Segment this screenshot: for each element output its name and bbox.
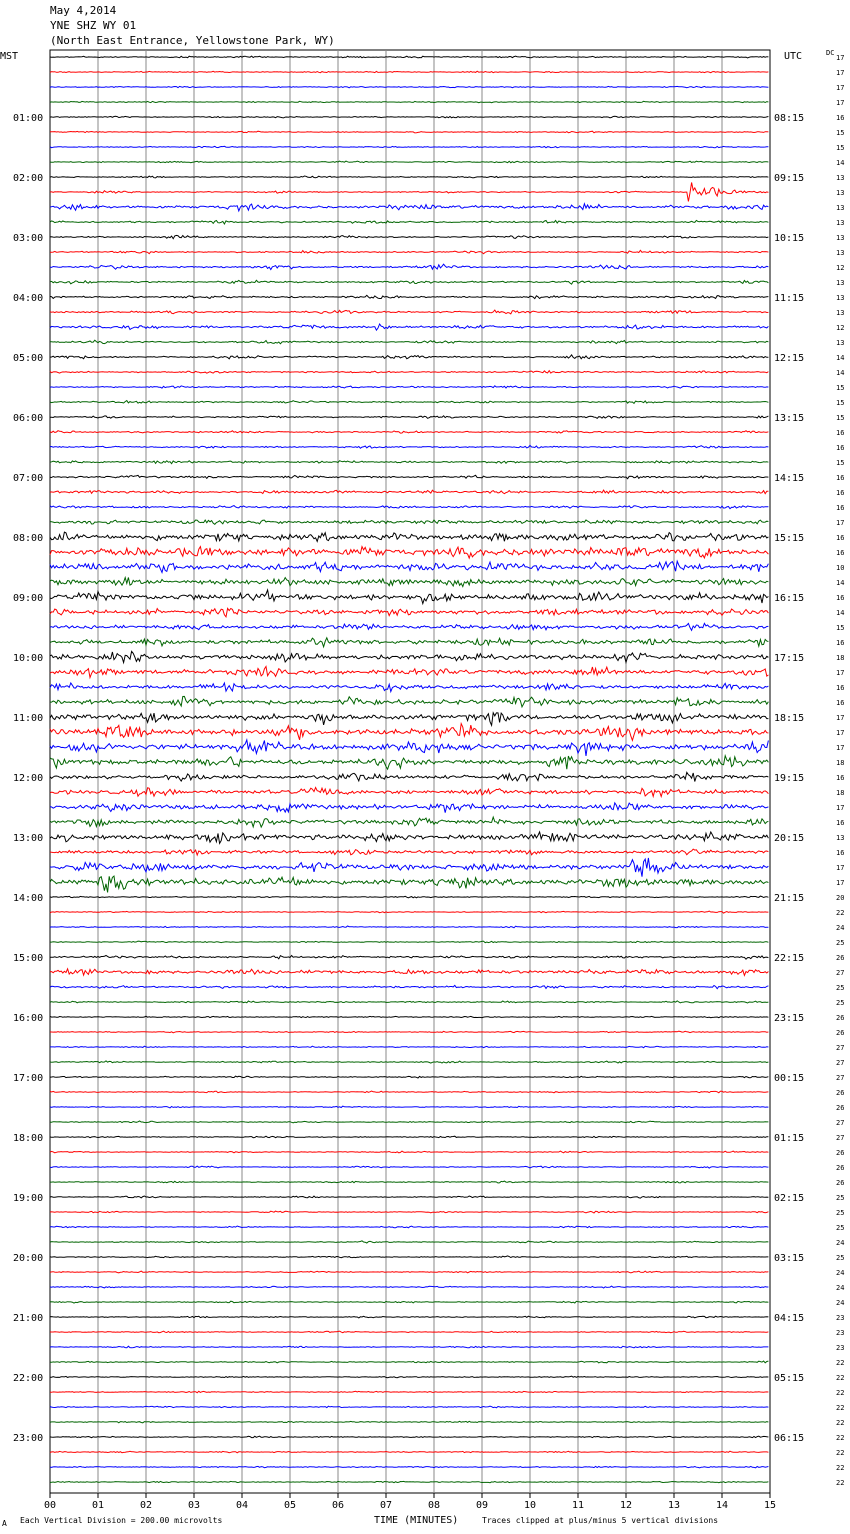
trace-line	[50, 683, 768, 692]
trace-line	[50, 817, 768, 827]
dc-offset-label: 25	[836, 1224, 845, 1232]
x-tick-label: 07	[379, 1500, 393, 1511]
trace-line	[50, 71, 768, 73]
utc-hour-label: 14:15	[774, 473, 805, 484]
trace-line	[50, 1181, 768, 1183]
dc-offset-label: 24	[836, 1269, 845, 1277]
mst-hour-label: 18:00	[13, 1133, 44, 1144]
trace-line	[50, 86, 768, 87]
dc-offset-label: 13	[836, 294, 845, 302]
mst-hour-label: 08:00	[13, 533, 44, 544]
mst-hour-label: 14:00	[13, 893, 44, 904]
utc-hour-label: 17:15	[774, 653, 805, 664]
dc-offset-label: 14	[836, 579, 845, 587]
trace-line	[50, 1391, 768, 1392]
dc-label: DC	[826, 49, 835, 57]
x-axis-title: TIME (MINUTES)	[374, 1515, 459, 1526]
trace-line	[50, 1226, 768, 1228]
dc-offset-label: 18	[836, 654, 845, 662]
dc-offset-label: 23	[836, 1329, 845, 1337]
mst-hour-label: 19:00	[13, 1193, 44, 1204]
chart-location: (North East Entrance, Yellowstone Park, WY)	[50, 34, 335, 47]
trace-line	[50, 638, 768, 647]
trace-line	[50, 667, 768, 678]
mst-hour-label: 07:00	[13, 473, 44, 484]
trace-line	[50, 1241, 768, 1243]
x-tick-label: 13	[667, 1500, 681, 1511]
mst-hour-label: 03:00	[13, 233, 44, 244]
trace-line	[50, 1256, 768, 1258]
trace-line	[50, 740, 768, 756]
trace-line	[50, 416, 768, 419]
dc-offset-label: 22	[836, 1419, 845, 1427]
trace-line	[50, 756, 768, 770]
trace-line	[50, 1376, 768, 1378]
dc-offset-label: 22	[836, 909, 845, 917]
trace-line	[50, 623, 768, 630]
dc-offset-label: 15	[836, 414, 845, 422]
trace-line	[50, 1451, 768, 1453]
dc-offset-label: 27	[836, 969, 845, 977]
utc-hour-label: 08:15	[774, 113, 805, 124]
trace-line	[50, 561, 768, 572]
trace-line	[50, 401, 768, 404]
trace-line	[50, 547, 768, 559]
mst-hour-label: 17:00	[13, 1073, 44, 1084]
dc-offset-label: 17	[836, 714, 845, 722]
dc-offset-label: 24	[836, 1284, 845, 1292]
trace-line	[50, 911, 768, 913]
x-tick-label: 12	[619, 1500, 633, 1511]
trace-line	[50, 386, 768, 388]
trace-line	[50, 876, 768, 892]
trace-line	[50, 324, 768, 330]
x-tick-label: 15	[763, 1500, 777, 1511]
dc-offset-label: 27	[836, 1119, 845, 1127]
trace-line	[50, 608, 768, 616]
dc-offset-label: 22	[836, 1434, 845, 1442]
dc-offset-label: 13	[836, 834, 845, 842]
trace-line	[50, 696, 768, 707]
x-tick-label: 05	[283, 1500, 297, 1511]
trace-line	[50, 1151, 768, 1153]
trace-line	[50, 445, 768, 448]
trace-line	[50, 520, 768, 524]
trace-line	[50, 176, 768, 178]
x-tick-label: 09	[475, 1500, 489, 1511]
trace-line	[50, 183, 768, 202]
mst-hour-label: 22:00	[13, 1373, 44, 1384]
x-tick-label: 10	[523, 1500, 537, 1511]
trace-line	[50, 788, 768, 797]
dc-offset-label: 10	[836, 564, 845, 572]
trace-line	[50, 1016, 768, 1018]
trace-line	[50, 1466, 768, 1467]
mst-hour-label: 16:00	[13, 1013, 44, 1024]
dc-offset-label: 27	[836, 1134, 845, 1142]
dc-offset-label: 25	[836, 1194, 845, 1202]
dc-offset-label: 12	[836, 324, 845, 332]
dc-offset-label: 16	[836, 849, 845, 857]
utc-hour-label: 22:15	[774, 953, 805, 964]
dc-offset-label: 13	[836, 249, 845, 257]
trace-line	[50, 1406, 768, 1408]
trace-line	[50, 264, 768, 269]
dc-offset-label: 22	[836, 1404, 845, 1412]
clip-note: Traces clipped at plus/minus 5 vertical divisions	[482, 1516, 719, 1525]
dc-offset-label: 13	[836, 204, 845, 212]
dc-offset-label: 17	[836, 729, 845, 737]
mst-hour-label: 04:00	[13, 293, 44, 304]
trace-line	[50, 832, 768, 844]
mst-hour-label: 15:00	[13, 953, 44, 964]
trace-line	[50, 590, 768, 604]
trace-line	[50, 235, 768, 238]
utc-hour-label: 20:15	[774, 833, 805, 844]
mst-hour-label: 21:00	[13, 1313, 44, 1324]
dc-offset-label: 27	[836, 1059, 845, 1067]
mst-hour-label: 23:00	[13, 1433, 44, 1444]
dc-offset-label: 26	[836, 1104, 845, 1112]
trace-line	[50, 1046, 768, 1048]
x-tick-label: 00	[43, 1500, 57, 1511]
mst-hour-label: 05:00	[13, 353, 44, 364]
dc-offset-label: 26	[836, 954, 845, 962]
utc-hour-label: 23:15	[774, 1013, 805, 1024]
dc-offset-label: 16	[836, 534, 845, 542]
dc-offset-label: 13	[836, 339, 845, 347]
trace-line	[50, 340, 768, 344]
right-axis-label: UTC	[784, 51, 803, 62]
dc-offset-label: 16	[836, 474, 845, 482]
utc-hour-label: 05:15	[774, 1373, 805, 1384]
utc-hour-label: 21:15	[774, 893, 805, 904]
trace-line	[50, 1166, 768, 1168]
trace-line	[50, 1361, 768, 1363]
utc-hour-label: 11:15	[774, 293, 805, 304]
dc-offset-label: 16	[836, 114, 845, 122]
trace-line	[50, 651, 768, 662]
dc-offset-label: 25	[836, 939, 845, 947]
dc-offset-label: 24	[836, 924, 845, 932]
trace-line	[50, 116, 768, 118]
dc-offset-label: 17	[836, 879, 845, 887]
dc-offset-label: 17	[836, 99, 845, 107]
utc-hour-label: 10:15	[774, 233, 805, 244]
trace-line	[50, 1286, 768, 1288]
trace-line	[50, 724, 768, 741]
dc-offset-label: 16	[836, 549, 845, 557]
dc-offset-label: 13	[836, 219, 845, 227]
trace-line	[50, 1076, 768, 1078]
x-tick-label: 02	[139, 1500, 153, 1511]
dc-offset-label: 16	[836, 489, 845, 497]
scale-note: Each Vertical Division = 200.00 microvolts	[20, 1516, 223, 1525]
dc-offset-label: 24	[836, 1239, 845, 1247]
dc-offset-label: 26	[836, 1164, 845, 1172]
x-tick-label: 03	[187, 1500, 201, 1511]
dc-offset-label: 27	[836, 1044, 845, 1052]
trace-line	[50, 310, 768, 314]
dc-offset-label: 24	[836, 1299, 845, 1307]
utc-hour-label: 04:15	[774, 1313, 805, 1324]
mst-hour-label: 12:00	[13, 773, 44, 784]
dc-offset-label: 17	[836, 804, 845, 812]
dc-offset-label: 22	[836, 1359, 845, 1367]
trace-line	[50, 161, 768, 163]
utc-hour-label: 06:15	[774, 1433, 805, 1444]
x-tick-label: 11	[571, 1500, 585, 1511]
dc-offset-label: 17	[836, 669, 845, 677]
dc-offset-label: 22	[836, 1449, 845, 1457]
dc-offset-label: 14	[836, 609, 845, 617]
trace-line	[50, 1211, 768, 1213]
dc-offset-label: 17	[836, 54, 845, 62]
trace-line	[50, 772, 768, 781]
trace-line	[50, 858, 768, 877]
trace-line	[50, 1481, 768, 1482]
x-tick-label: 08	[427, 1500, 441, 1511]
trace-line	[50, 490, 768, 494]
dc-offset-label: 16	[836, 684, 845, 692]
mst-hour-label: 02:00	[13, 173, 44, 184]
trace-line	[50, 896, 768, 898]
trace-line	[50, 1001, 768, 1003]
dc-offset-label: 17	[836, 864, 845, 872]
trace-line	[50, 969, 768, 976]
dc-offset-label: 16	[836, 429, 845, 437]
dc-offset-label: 13	[836, 174, 845, 182]
trace-line	[50, 941, 768, 943]
dc-offset-label: 14	[836, 159, 845, 167]
chart-station: YNE SHZ WY 01	[50, 19, 137, 32]
mst-hour-label: 11:00	[13, 713, 44, 724]
trace-line	[50, 295, 768, 298]
mst-hour-label: 13:00	[13, 833, 44, 844]
dc-offset-label: 15	[836, 399, 845, 407]
dc-offset-label: 13	[836, 234, 845, 242]
trace-line	[50, 1346, 768, 1348]
trace-line	[50, 101, 768, 102]
dc-offset-label: 26	[836, 1149, 845, 1157]
trace-line	[50, 431, 768, 433]
trace-line	[50, 1301, 768, 1303]
trace-line	[50, 1316, 768, 1318]
trace-line	[50, 985, 768, 988]
dc-offset-label: 14	[836, 369, 845, 377]
dc-offset-label: 17	[836, 519, 845, 527]
dc-offset-label: 16	[836, 774, 845, 782]
dc-offset-label: 22	[836, 1374, 845, 1382]
trace-line	[50, 280, 768, 284]
utc-hour-label: 16:15	[774, 593, 805, 604]
trace-line	[50, 146, 768, 148]
dc-offset-label: 13	[836, 279, 845, 287]
trace-line	[50, 56, 768, 58]
mst-hour-label: 09:00	[13, 593, 44, 604]
dc-offset-label: 23	[836, 1344, 845, 1352]
dc-offset-label: 17	[836, 84, 845, 92]
dc-offset-label: 14	[836, 354, 845, 362]
trace-line	[50, 1061, 768, 1063]
trace-line	[50, 131, 768, 133]
chart-date: May 4,2014	[50, 4, 117, 17]
trace-line	[50, 1031, 768, 1033]
trace-line	[50, 849, 768, 855]
trace-line	[50, 1331, 768, 1333]
dc-offset-label: 18	[836, 789, 845, 797]
trace-line	[50, 1091, 768, 1093]
dc-offset-label: 13	[836, 189, 845, 197]
dc-offset-label: 18	[836, 759, 845, 767]
utc-hour-label: 15:15	[774, 533, 805, 544]
dc-offset-label: 15	[836, 144, 845, 152]
dc-offset-label: 16	[836, 504, 845, 512]
trace-line	[50, 506, 768, 509]
dc-offset-label: 25	[836, 999, 845, 1007]
trace-line	[50, 1271, 768, 1273]
dc-offset-label: 16	[836, 699, 845, 707]
x-tick-label: 04	[235, 1500, 249, 1511]
trace-line	[50, 956, 768, 960]
dc-offset-label: 17	[836, 69, 845, 77]
dc-offset-label: 22	[836, 1464, 845, 1472]
dc-offset-label: 15	[836, 129, 845, 137]
dc-offset-label: 16	[836, 819, 845, 827]
utc-hour-label: 03:15	[774, 1253, 805, 1264]
mst-hour-label: 01:00	[13, 113, 44, 124]
x-tick-label: 14	[715, 1500, 729, 1511]
trace-line	[50, 204, 768, 211]
dc-offset-label: 26	[836, 1179, 845, 1187]
dc-offset-label: 25	[836, 1209, 845, 1217]
trace-line	[50, 713, 768, 726]
trace-line	[50, 578, 768, 587]
trace-line	[50, 371, 768, 374]
utc-hour-label: 18:15	[774, 713, 805, 724]
dc-offset-label: 15	[836, 624, 845, 632]
mst-hour-label: 10:00	[13, 653, 44, 664]
utc-hour-label: 19:15	[774, 773, 805, 784]
left-axis-label: MST	[0, 51, 19, 62]
trace-line	[50, 1421, 768, 1423]
trace-line	[50, 475, 768, 478]
utc-hour-label: 00:15	[774, 1073, 805, 1084]
mst-hour-label: 20:00	[13, 1253, 44, 1264]
trace-line	[50, 926, 768, 928]
dc-offset-label: 15	[836, 459, 845, 467]
mst-hour-label: 06:00	[13, 413, 44, 424]
dc-offset-label: 17	[836, 744, 845, 752]
dc-offset-label: 25	[836, 984, 845, 992]
dc-offset-label: 13	[836, 309, 845, 317]
trace-line	[50, 1196, 768, 1198]
utc-hour-label: 12:15	[774, 353, 805, 364]
dc-offset-label: 25	[836, 1254, 845, 1262]
trace-line	[50, 220, 768, 224]
trace-line	[50, 355, 768, 359]
corner-mark: A	[2, 1519, 7, 1528]
trace-line	[50, 532, 768, 541]
trace-line	[50, 1121, 768, 1123]
trace-line	[50, 250, 768, 253]
utc-hour-label: 09:15	[774, 173, 805, 184]
trace-line	[50, 1136, 768, 1138]
dc-offset-label: 23	[836, 1314, 845, 1322]
dc-offset-label: 15	[836, 384, 845, 392]
x-tick-label: 06	[331, 1500, 345, 1511]
dc-offset-label: 16	[836, 594, 845, 602]
dc-offset-label: 22	[836, 1389, 845, 1397]
dc-offset-label: 20	[836, 894, 845, 902]
trace-line	[50, 1106, 768, 1108]
dc-offset-label: 22	[836, 1479, 845, 1487]
utc-hour-label: 02:15	[774, 1193, 805, 1204]
dc-offset-label: 12	[836, 264, 845, 272]
utc-hour-label: 13:15	[774, 413, 805, 424]
dc-offset-label: 16	[836, 444, 845, 452]
dc-offset-label: 16	[836, 639, 845, 647]
x-tick-label: 01	[91, 1500, 105, 1511]
dc-offset-label: 26	[836, 1089, 845, 1097]
dc-offset-label: 26	[836, 1014, 845, 1022]
trace-line	[50, 1436, 768, 1438]
dc-offset-label: 26	[836, 1029, 845, 1037]
dc-offset-label: 27	[836, 1074, 845, 1082]
trace-line	[50, 803, 768, 813]
trace-line	[50, 461, 768, 464]
utc-hour-label: 01:15	[774, 1133, 805, 1144]
